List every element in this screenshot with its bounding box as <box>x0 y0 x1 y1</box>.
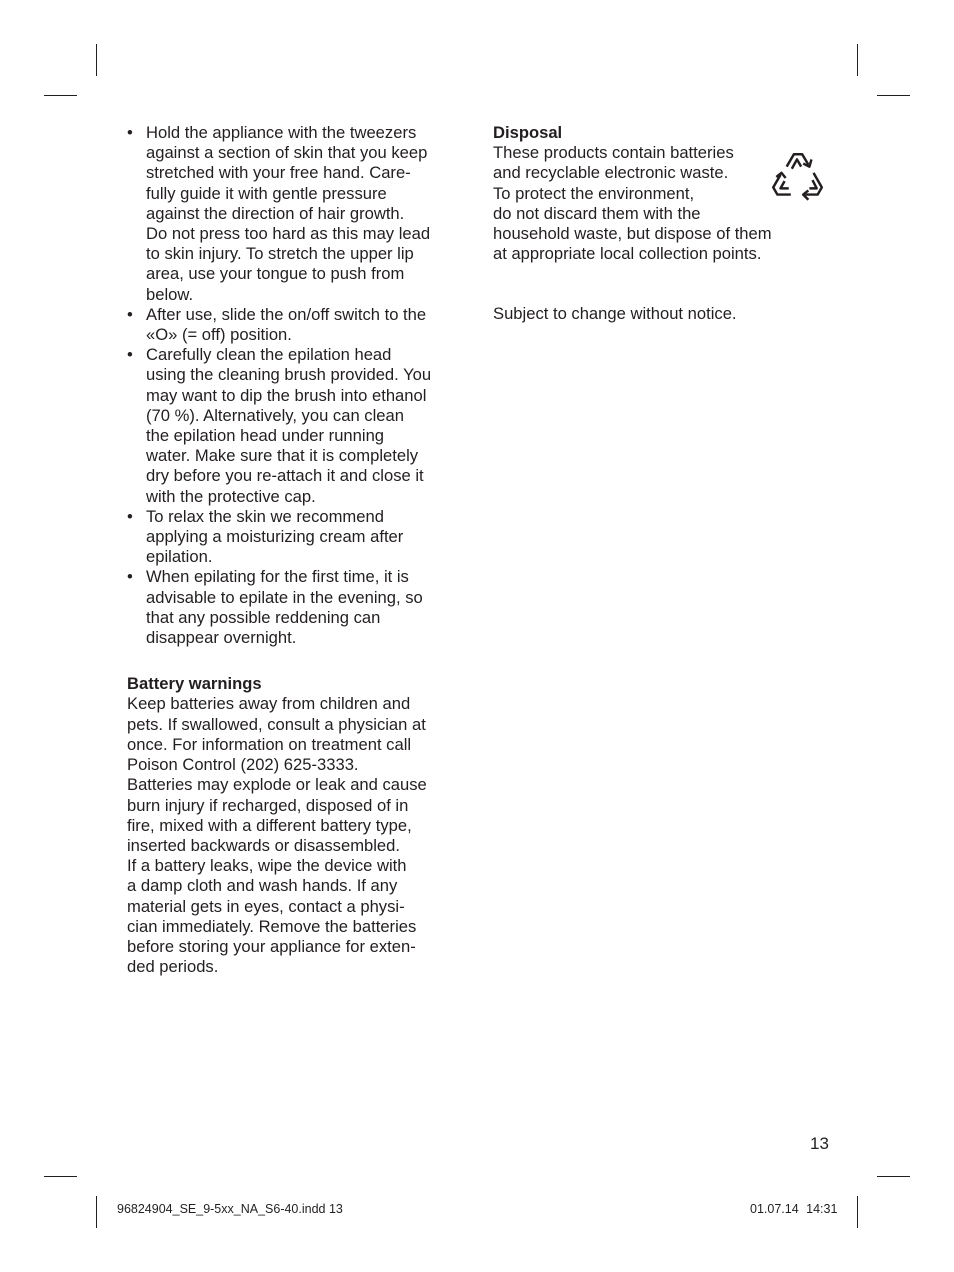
slug-datetime: 01.07.14 14:31 <box>750 1202 838 1216</box>
slug-filename: 96824904_SE_9-5xx_NA_S6-40.indd 13 <box>117 1202 343 1216</box>
list-item: • After use, slide the on/off switch to the «O» (= off) position. <box>127 305 467 345</box>
crop-mark <box>44 95 77 96</box>
crop-mark <box>44 1176 77 1177</box>
list-item: • To relax the skin we recommend applying a moisturizing cream after epilation. <box>127 507 467 568</box>
right-column <box>493 123 838 325</box>
disposal-section <box>493 123 838 264</box>
crop-mark <box>96 44 97 76</box>
battery-warnings-text: Keep batteries away from children and pets. If swallowed, consult a physician at once. For information on treatment call Poison Control (202) 625-3333. Batteries may explode or leak and cause burn injury if recharged, disposed of in fire, mixed with a different battery type, inserted backwards or disassembled. If a battery leaks, wipe the device with a damp cloth and wash hands. If any material gets in eyes, contact a physi- cian immediately. Remove the batteries before storing your appliance for exten- ded periods. <box>127 694 427 977</box>
instruction-list <box>127 123 467 648</box>
page-number: 13 <box>810 1134 829 1153</box>
change-notice: Subject to change without notice. <box>493 304 737 324</box>
recycle-icon <box>766 146 828 208</box>
crop-mark <box>857 1196 858 1228</box>
list-item: • Carefully clean the epilation head using the cleaning brush provided. You may want to dip the brush into ethanol (70 %). Alternatively, you can clean the epilation head under running water. Make sure that it is completely dry before you re-attach it and close it with the protective cap. <box>127 345 467 507</box>
crop-mark <box>857 44 858 76</box>
disposal-heading: Disposal <box>493 123 563 142</box>
disposal-text: These products contain batteries and recyclable electronic waste. To protect the environment, do not discard them with the household waste, but dispose of them at appropriate local collection points. <box>493 143 772 264</box>
crop-mark <box>877 1176 910 1177</box>
crop-mark <box>96 1196 97 1228</box>
list-item: • When epilating for the first time, it is advisable to epilate in the evening, so that any possible reddening can disappear overnight. <box>127 567 467 648</box>
list-item: • Hold the appliance with the tweezers against a section of skin that you keep stretched with your free hand. Care- fully guide it with gentle pressure against the direction of hair growth. Do not press too hard as this may lead to skin injury. To stretch the upper lip area, use your tongue to push from below. <box>127 123 467 305</box>
crop-mark <box>877 95 910 96</box>
battery-warnings-heading: Battery warnings <box>127 674 262 694</box>
left-column <box>127 123 467 977</box>
